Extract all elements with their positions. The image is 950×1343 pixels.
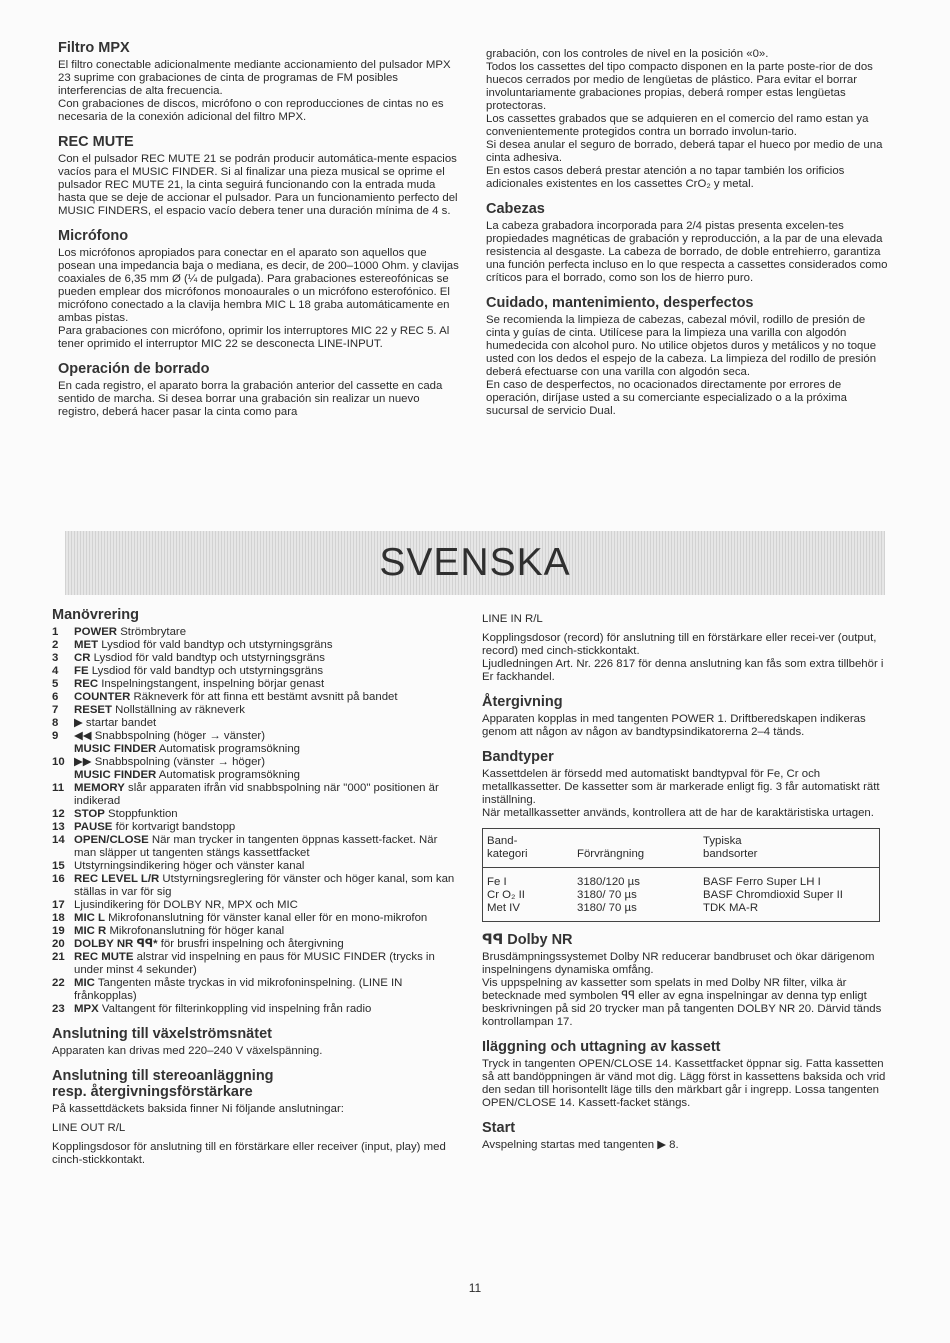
control-number: 20 bbox=[52, 938, 65, 950]
control-description bbox=[74, 821, 462, 834]
control-number: 11 bbox=[52, 782, 65, 794]
heading-cuidado: Cuidado, mantenimiento, desperfectos bbox=[486, 295, 754, 311]
control-item bbox=[52, 717, 462, 730]
page-number: 11 bbox=[468, 1281, 482, 1295]
control-text: Räkneverk för att finna ett bestämt avsnitt på bandet bbox=[130, 691, 398, 703]
control-key: REC LEVEL L/R bbox=[74, 873, 160, 885]
control-key: OPEN/CLOSE bbox=[74, 834, 149, 846]
control-item bbox=[52, 769, 462, 782]
control-text: Nollställning av räkneverk bbox=[111, 704, 245, 716]
paragraph: Apparaten kopplas in med tangenten POWER 1. Driftberedskapen indikeras genom att någon av någon av bandtypsindikatorerna 2–4 tänds. bbox=[482, 713, 866, 738]
control-description bbox=[74, 834, 462, 860]
control-description bbox=[74, 860, 462, 873]
cell-text: 3180/ 70 µs bbox=[577, 889, 637, 901]
control-item bbox=[52, 1003, 462, 1016]
control-description bbox=[74, 691, 462, 704]
control-number: 15 bbox=[52, 860, 65, 872]
control-key: MIC L bbox=[74, 912, 106, 924]
control-text: Valtangent för filterinkoppling vid inspelning från radio bbox=[98, 1003, 372, 1015]
control-text: Strömbrytare bbox=[117, 626, 187, 638]
table-cell bbox=[699, 868, 880, 922]
swedish-left-column bbox=[52, 607, 462, 1167]
control-description bbox=[74, 1003, 462, 1016]
control-description bbox=[74, 730, 462, 743]
line-out-label: LINE OUT R/L bbox=[52, 1122, 126, 1134]
header-text: Typiska bbox=[703, 835, 742, 847]
control-item bbox=[52, 873, 462, 899]
control-text: Utstyrningsreglering för vänster och höger kanal, som kan ställas in var för sig bbox=[74, 873, 455, 898]
control-text: Mikrofonanslutning för vänster kanal eller för en mono-mikrofon bbox=[105, 912, 428, 924]
control-description bbox=[74, 912, 462, 925]
control-item bbox=[52, 626, 462, 639]
table-header-row bbox=[483, 829, 880, 868]
paragraph: Vis uppspelning av kassetter som spelats in med Dolby NR filter, vilka är betecknade med symbolen ꟼꟼ eller av egna inspelningar av denna typ enligt beskrivningen på sid 20 trycker man på tangenten DOLBY NR 20. Därvid tänds kontrollampan 17. bbox=[482, 977, 882, 1028]
control-number: 19 bbox=[52, 925, 65, 937]
control-key: MEMORY bbox=[74, 782, 125, 794]
heading-stereo bbox=[52, 1068, 462, 1100]
heading-atergivning: Återgivning bbox=[482, 694, 563, 710]
control-item bbox=[52, 977, 462, 1003]
control-text: Stoppfunktion bbox=[104, 808, 178, 820]
control-description bbox=[74, 808, 462, 821]
control-item bbox=[52, 951, 462, 977]
cell-text: 3180/120 µs bbox=[577, 876, 640, 888]
paragraph: La cabeza grabadora incorporada para 2/4 pistas presenta excelen-tes propiedades magnéticas de grabación y reproducción, a la par de una elevada resistencia al desgaste. La cabeza de borrado, de doble entrehierro, garantiza una función perfecta incluso en lo que respecta a cassettes considerados como críticos para el borrado, como son los de hierro puro. bbox=[486, 220, 888, 284]
control-text: för kortvarigt bandstopp bbox=[112, 821, 236, 833]
paragraph: Con el pulsador REC MUTE 21 se podrán producir automática-mente espacios vacíos para el MUSIC FINDER. Si al finalizar una pieza musical se oprime el pulsador REC MUTE 21, la cinta seguirá funcionando con la entrada muda hasta que se deje de accionar el pulsador. Para un funcionamiento perfecto del MUSIC FINDERS, el espacio vacío debera tener una duración mínima de 4 s. bbox=[58, 153, 458, 217]
control-description bbox=[74, 977, 462, 1003]
paragraph: Apparaten kan drivas med 220–240 V växelspänning. bbox=[52, 1045, 323, 1057]
control-text: Inspelningstangent, inspelning börjar genast bbox=[98, 678, 325, 690]
control-number: 2 bbox=[52, 639, 59, 651]
paragraph: En cada registro, el aparato borra la grabación anterior del cassette en cada sentido de marcha. Si desea borrar una grabación sin realizar un nuevo registro, deberá hacer pasar la cinta como para bbox=[58, 380, 443, 418]
paragraph: Para grabaciones con micrófono, oprimir los interruptores MIC 22 y REC 5. Al tener oprimido el interruptor MIC 22 se desconecta LINE-INPUT. bbox=[58, 325, 450, 350]
control-number: 8 bbox=[52, 717, 59, 729]
paragraph: Se recomienda la limpieza de cabezas, cabezal móvil, rodillo de presión de cinta y guías de cinta. Utilícese para la limpieza una varilla con algodón humedecida con alcohol puro. No utilice objetos duros y metálicos y no toque usted con los dedos el espejo de la cabeza. La limpieza del rodillo de presión deberá efectuarse con una varilla con algodón seca. bbox=[486, 314, 877, 378]
heading-filtro-mpx: Filtro MPX bbox=[58, 40, 130, 56]
heading-vaxelstrom: Anslutning till växelströmsnätet bbox=[52, 1026, 272, 1042]
control-number: 7 bbox=[52, 704, 59, 716]
table-header-cell bbox=[699, 829, 880, 868]
heading-kassett: Iläggning och uttagning av kassett bbox=[482, 1039, 721, 1055]
control-number: 13 bbox=[52, 821, 65, 833]
cell-text: Cr O₂ II bbox=[487, 889, 525, 901]
paragraph: Tryck in tangenten OPEN/CLOSE 14. Kassettfacket öppnar sig. Fatta kassetten så att bandöppningen är vänd mot dig. Lägg först in kassettens baksida och vrid den sedan till horisontellt läge tills den märkbart går i ingrepp. Lossa tangenten OPEN/CLOSE 14. Kassett-facket stängs. bbox=[482, 1058, 886, 1109]
control-key: STOP bbox=[74, 808, 105, 820]
paragraph: Brusdämpningssystemet Dolby NR reducerar bandbruset och ökar därigenom inspelningens dynamiska omfång. bbox=[482, 951, 875, 976]
control-text: Tangenten måste tryckas in vid mikrofoninspelning. (LINE IN frånkopplas) bbox=[74, 977, 403, 1002]
control-item bbox=[52, 860, 462, 873]
control-number: 16 bbox=[52, 873, 65, 885]
control-item bbox=[52, 912, 462, 925]
heading-rec-mute: REC MUTE bbox=[58, 134, 134, 150]
cell-text: TDK MA-R bbox=[703, 902, 759, 914]
control-text: Snabbspolning (höger → vänster) bbox=[91, 730, 266, 742]
control-key: MIC R bbox=[74, 925, 107, 937]
control-text: Snabbspolning (vänster → höger) bbox=[91, 756, 266, 768]
heading-line: resp. återgivningsförstärkare bbox=[52, 1084, 253, 1100]
control-description bbox=[74, 925, 462, 938]
cell-text: BASF Ferro Super LH I bbox=[703, 876, 821, 888]
spanish-right-column bbox=[486, 48, 888, 418]
control-item bbox=[52, 743, 462, 756]
control-text: Mikrofonanslutning för höger kanal bbox=[106, 925, 285, 937]
paragraph: El filtro conectable adicionalmente mediante accionamiento del pulsador MPX 23 suprime con grabaciones de cinta de programas de FM posibles interferencias de alta frecuencia. bbox=[58, 59, 451, 97]
paragraph: Los cassettes grabados que se adquieren en el comercio del ramo estan ya convenientemente protegidos contra un borrado involun-tario. bbox=[486, 113, 869, 138]
control-description bbox=[74, 743, 462, 756]
control-item bbox=[52, 704, 462, 717]
control-description bbox=[74, 938, 462, 951]
control-number: 5 bbox=[52, 678, 59, 690]
spanish-left-column bbox=[58, 40, 460, 419]
control-item bbox=[52, 782, 462, 808]
paragraph: Kassettdelen är försedd med automatiskt bandtypval för Fe, Cr och metallkassetter. De kassetter som är markerade enligt fig. 3 får automatiskt rätt inställning. bbox=[482, 768, 880, 806]
cell-text: BASF Chromdioxid Super II bbox=[703, 889, 843, 901]
control-number: 12 bbox=[52, 808, 65, 820]
control-key: MIC bbox=[74, 977, 95, 989]
control-key: FE bbox=[74, 665, 89, 677]
control-text: Automatisk programsökning bbox=[156, 743, 300, 755]
control-text: När man trycker in tangenten öppnas kassett-facket. När man släpper ut tangenten stängs kassettfacket bbox=[74, 834, 438, 859]
control-description bbox=[74, 717, 462, 730]
table-header-cell bbox=[483, 829, 574, 868]
control-key: MPX bbox=[74, 1003, 99, 1015]
cell-text: Met IV bbox=[487, 902, 520, 914]
control-number: 3 bbox=[52, 652, 59, 664]
table-row bbox=[483, 868, 880, 922]
control-description bbox=[74, 769, 462, 782]
control-key: ▶▶ bbox=[74, 756, 92, 768]
paragraph: Avspelning startas med tangenten ▶ 8. bbox=[482, 1139, 679, 1151]
control-item bbox=[52, 730, 462, 743]
control-key: PAUSE bbox=[74, 821, 113, 833]
table-cell bbox=[483, 868, 574, 922]
control-item bbox=[52, 821, 462, 834]
control-key: CR bbox=[74, 652, 91, 664]
control-text: Lysdiod för vald bandtyp och utstyrningsgräns bbox=[98, 639, 333, 651]
control-description bbox=[74, 873, 462, 899]
heading-dolby: ꟼꟼ Dolby NR bbox=[482, 932, 573, 948]
control-number: 1 bbox=[52, 626, 59, 638]
control-number: 18 bbox=[52, 912, 65, 924]
paragraph: Kopplingsdosor för anslutning till en förstärkare eller receiver (input, play) med cinch-stickkontakt. bbox=[52, 1141, 446, 1166]
control-description bbox=[74, 782, 462, 808]
line-in-label: LINE IN R/L bbox=[482, 613, 543, 625]
paragraph: Ljudledningen Art. Nr. 226 817 för denna anslutning kan fås som extra tillbehör i Er fackhandel. bbox=[482, 658, 884, 683]
control-description bbox=[74, 639, 462, 652]
control-text: startar bandet bbox=[82, 717, 157, 729]
control-key: REC MUTE bbox=[74, 951, 134, 963]
control-key: MUSIC FINDER bbox=[74, 769, 157, 781]
control-item bbox=[52, 925, 462, 938]
paragraph: En estos casos deberá prestar atención a no tapar también los orificios adicionales existentes en los cassettes CrO₂ y metal. bbox=[486, 165, 845, 190]
cell-text: Fe I bbox=[487, 876, 507, 888]
heading-borrado: Operación de borrado bbox=[58, 361, 210, 377]
paragraph: Los micrófonos apropiados para conectar en el aparato son aquellos que posean una impedancia baja o mediana, es decir, de 200–1000 Ohm. y clavijas coaxiales de 6,35 mm Ø (¼ de pulgada). Para grabaciones estereofónicas se pueden emplear dos micrófonos monoaurales o un micrófono esterofónico. El micrófono conectado a la clavija hembra MIC L 18 graba automáticamente en ambas pistas. bbox=[58, 247, 459, 324]
control-number: 14 bbox=[52, 834, 65, 846]
control-text: Lysdiod för vald bandtyp och utstyrningsgräns bbox=[90, 652, 325, 664]
table-cell bbox=[573, 868, 699, 922]
paragraph: När metallkassetter används, kontrollera att de har de karaktäristiska urtagen. bbox=[482, 807, 874, 819]
controls-list bbox=[52, 626, 462, 1016]
control-key: ▶ bbox=[74, 717, 83, 729]
control-description bbox=[74, 652, 462, 665]
control-number: 23 bbox=[52, 1003, 65, 1015]
control-key: ◀◀ bbox=[74, 730, 92, 742]
control-item bbox=[52, 834, 462, 860]
control-item bbox=[52, 678, 462, 691]
control-item bbox=[52, 691, 462, 704]
control-description bbox=[74, 678, 462, 691]
paragraph: Todos los cassettes del tipo compacto disponen en la parte poste-rior de dos huecos cerrados por medio de lengüetas de plástico. Para evitar el borrar involuntariamente grabaciones propias, deberá romper estas lengüetas protectoras. bbox=[486, 61, 873, 112]
control-text: Utstyrningsindikering höger och vänster kanal bbox=[74, 860, 305, 872]
control-text: Ljusindikering för DOLBY NR, MPX och MIC bbox=[74, 899, 298, 911]
cell-text: 3180/ 70 µs bbox=[577, 902, 637, 914]
control-description bbox=[74, 899, 462, 912]
control-item bbox=[52, 639, 462, 652]
language-banner-title: SVENSKA bbox=[379, 541, 571, 584]
control-description bbox=[74, 704, 462, 717]
paragraph: På kassettdäckets baksida finner Ni följande anslutningar: bbox=[52, 1103, 344, 1115]
control-item bbox=[52, 665, 462, 678]
header-text: kategori bbox=[487, 848, 528, 860]
heading-line: Anslutning till stereoanläggning bbox=[52, 1068, 274, 1084]
control-description bbox=[74, 626, 462, 639]
control-key: MUSIC FINDER bbox=[74, 743, 157, 755]
control-number: 6 bbox=[52, 691, 59, 703]
control-item bbox=[52, 808, 462, 821]
control-text: alstrar vid inspelning en paus för MUSIC FINDER (trycks in under minst 4 sekunder) bbox=[74, 951, 435, 976]
header-text: Band- bbox=[487, 835, 518, 847]
control-text: för brusfri inspelning och återgivning bbox=[157, 938, 344, 950]
paragraph: Kopplingsdosor (record) för anslutning till en förstärkare eller recei-ver (output, record) med cinch-stickkontakt. bbox=[482, 632, 877, 657]
control-number: 4 bbox=[52, 665, 59, 677]
control-number bbox=[52, 769, 74, 782]
control-key: RESET bbox=[74, 704, 112, 716]
table-header-cell: Förvrängning bbox=[573, 829, 699, 868]
paragraph: grabación, con los controles de nivel en la posición «0». bbox=[486, 48, 769, 60]
control-key: REC bbox=[74, 678, 99, 690]
heading-microfono: Micrófono bbox=[58, 228, 129, 244]
control-text: Automatisk programsökning bbox=[156, 769, 300, 781]
control-description bbox=[74, 756, 462, 769]
control-key: DOLBY NR ꟼꟼ* bbox=[74, 938, 158, 950]
control-description bbox=[74, 951, 462, 977]
control-item bbox=[52, 756, 462, 769]
header-text: bandsorter bbox=[703, 848, 758, 860]
control-item bbox=[52, 899, 462, 912]
control-key: POWER bbox=[74, 626, 118, 638]
control-description bbox=[74, 665, 462, 678]
control-key: COUNTER bbox=[74, 691, 131, 703]
heading-bandtyper: Bandtyper bbox=[482, 749, 554, 765]
paragraph: Con grabaciones de discos, micrófono o con reproducciones de cintas no es necesaria de la conexión adicional del filtro MPX. bbox=[58, 98, 444, 123]
control-number: 10 bbox=[52, 756, 65, 768]
heading-cabezas: Cabezas bbox=[486, 201, 545, 217]
paragraph: Si desea anular el seguro de borrado, deberá tapar el hueco por medio de una cinta adhesiva. bbox=[486, 139, 883, 164]
heading-start: Start bbox=[482, 1120, 516, 1136]
control-item bbox=[52, 938, 462, 951]
control-item bbox=[52, 652, 462, 665]
control-key: MET bbox=[74, 639, 99, 651]
control-number: 21 bbox=[52, 951, 65, 963]
control-number: 22 bbox=[52, 977, 65, 989]
control-text: Lysdiod för vald bandtyp och utstyrningsgräns bbox=[88, 665, 324, 677]
control-number: 17 bbox=[52, 899, 65, 911]
control-text: slår apparaten ifrån vid snabbspolning när "000" positionen är indikerad bbox=[74, 782, 439, 807]
heading-manovrering: Manövrering bbox=[52, 607, 140, 623]
control-number bbox=[52, 743, 74, 756]
paragraph: En caso de desperfectos, no ocacionados directamente por errores de operación, diríjase usted a su comerciante especializado o a la próxima sucursal de servicio Dual. bbox=[486, 379, 847, 417]
swedish-right-column bbox=[482, 613, 890, 1152]
tape-type-table bbox=[482, 828, 880, 922]
control-number: 9 bbox=[52, 730, 59, 742]
